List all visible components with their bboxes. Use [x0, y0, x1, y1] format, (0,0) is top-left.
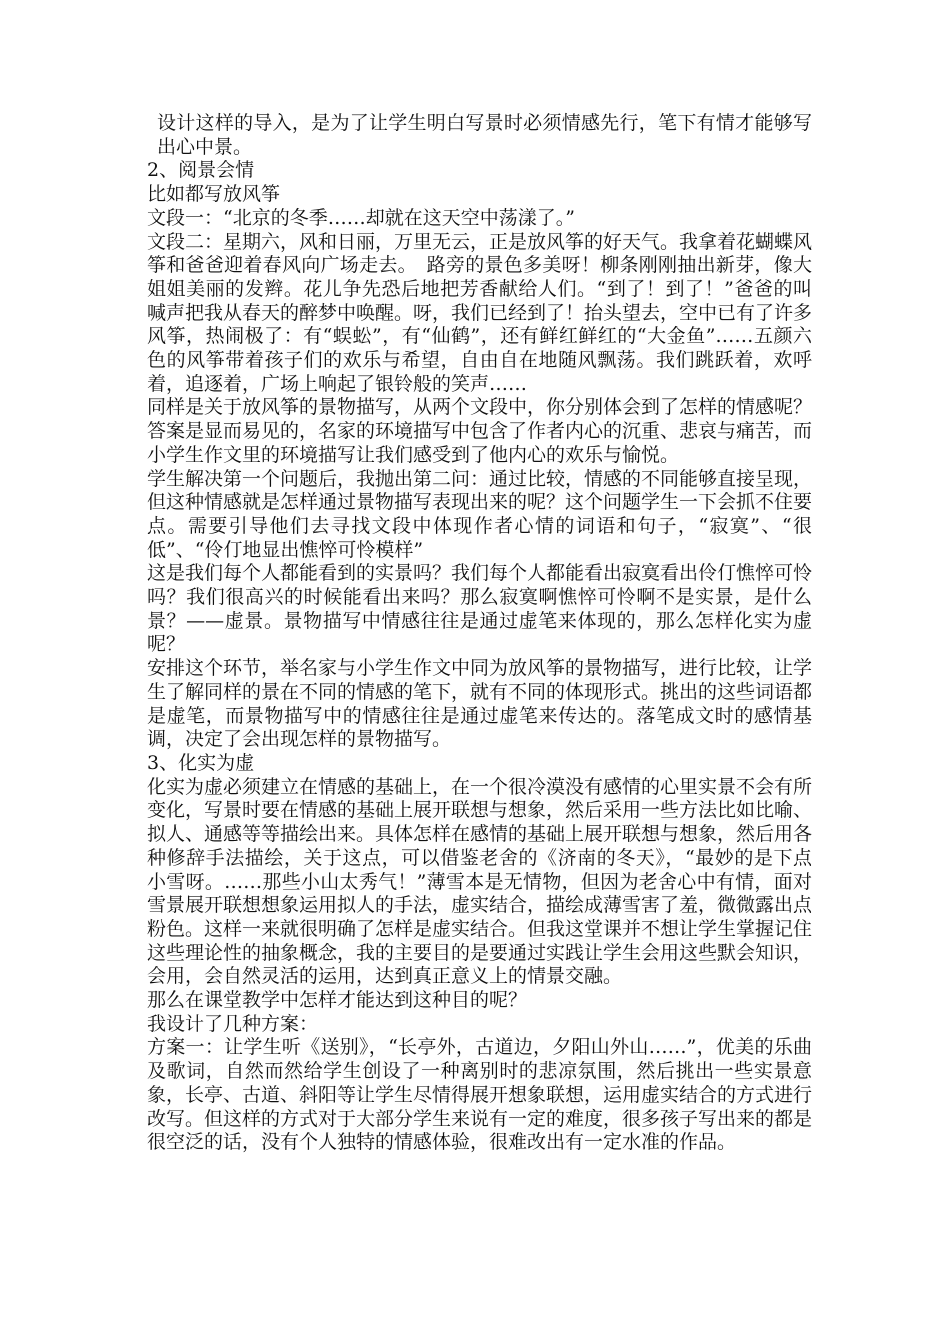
- section-heading-2: 2、阅景会情: [147, 159, 255, 182]
- classroom-question: 那么在课堂教学中怎样才能达到这种目的呢？: [147, 989, 528, 1012]
- intro-design-paragraph: 设计这样的导入，是为了让学生明白写景时必须情感先行，笔下有情才能够写出心中景。: [157, 112, 812, 158]
- plans-intro: 我设计了几种方案：: [147, 1012, 319, 1035]
- real-to-virtual-paragraph: 化实为虚必须建立在情感的基础上，在一个很冷漠没有感情的心里实景不会有所变化，写景时要在情感的基础上展开联想与想象，然后采用一些方法比如比喻、拟人、通感等等描绘出来。具体怎样在感情的基础上展开联想与想象，然后用各种修辞手法描绘，关于这点，可以借鉴老舍的《济南的冬天》，“最妙的是下点小雪呀。……那些小山太秀气！”薄雪本是无情物，但因为老舍心中有情，面对雪景展开联想想象运用拟人的手法，虚实结合，描绘成薄雪害了羞，微微露出点粉色。这样一来就很明确了怎样是虚实结合。但我这堂课并不想让学生掌握记住这些理论性的抽象概念，我的主要目的是要通过实践让学生会用这些默会知识，会用，会自然灵活的运用，达到真正意义上的情景交融。: [147, 775, 813, 988]
- document-page: [147, 112, 812, 1155]
- virtual-scene-paragraph: 这是我们每个人都能看到的实景吗？我们每个人都能看出寂寞看出伶仃憔悴可怜吗？我们很高兴的时候能看出来吗？那么寂寞啊憔悴可怜啊不是实景，是什么景？——虚景。景物描写中情感往往是通过虚笔来体现的，那么怎样化实为虚呢？: [147, 562, 813, 656]
- kite-intro-line: 比如都写放风筝: [147, 183, 281, 206]
- passage-two: 文段二：星期六，风和日丽，万里无云，正是放风筝的好天气。我拿着花蝴蝶风筝和爸爸迎着春风向广场走去。 路旁的景色多美呀！柳条刚刚抽出新芽，像大姐姐美丽的发辫。花儿争先恐后地把芳香献给人们。“到了！到了！”爸爸的叫喊声把我从春天的醉梦中唤醒。呀，我们已经到了！抬头望去，空中已有了许多风筝，热闹极了：有“蜈蚣”，有“仙鹤”，还有鲜红鲜红的“大金鱼”……五颜六色的风筝带着孩子们的欢乐与希望，自由自在地随风飘荡。我们跳跃着，欢呼着，追逐着，广场上响起了银铃般的笑声……: [147, 230, 813, 395]
- passage-one: 文段一：“北京的冬季……却就在这天空中荡漾了。”: [147, 206, 575, 229]
- answer-one: 答案是显而易见的，名家的环境描写中包含了作者内心的沉重、悲哀与痛苦，而小学生作文里的环境描写让我们感受到了他内心的欢乐与愉悦。: [147, 420, 813, 466]
- question-one: 同样是关于放风筝的景物描写，从两个文段中，你分别体会到了怎样的情感呢？: [147, 396, 813, 419]
- comparison-rationale-paragraph: 安排这个环节，举名家与小学生作文中同为放风筝的景物描写，进行比较，让学生了解同样的景在不同的情感的笔下，就有不同的体现形式。挑出的这些词语都是虚笔，而景物描写中的情感往往是通过虚笔来传达的。落笔成文时的感情基调，决定了会出现怎样的景物描写。: [147, 657, 813, 751]
- plan-one-paragraph: 方案一：让学生听《送别》，“长亭外，古道边，夕阳山外山……”，优美的乐曲及歌词，自然而然给学生创设了一种离别时的悲凉氛围，然后挑出一些实景意象，长亭、古道、斜阳等让学生尽情得展开想象联想，运用虚实结合的方式进行改写。但这样的方式对于大部分学生来说有一定的难度，很多孩子写出来的都是很空泛的话，没有个人独特的情感体验，很难改出有一定水准的作品。: [147, 1036, 813, 1154]
- section-heading-3: 3、化实为虚: [147, 751, 255, 774]
- question-two: 学生解决第一个问题后，我抛出第二问：通过比较，情感的不同能够直接呈现，但这种情感就是怎样通过景物描写表现出来的呢？这个问题学生一下会抓不住要点。需要引导他们去寻找文段中体现作者心情的词语和句子，“寂寞”、“很低”、“伶仃地显出憔悴可怜模样”: [147, 467, 813, 561]
